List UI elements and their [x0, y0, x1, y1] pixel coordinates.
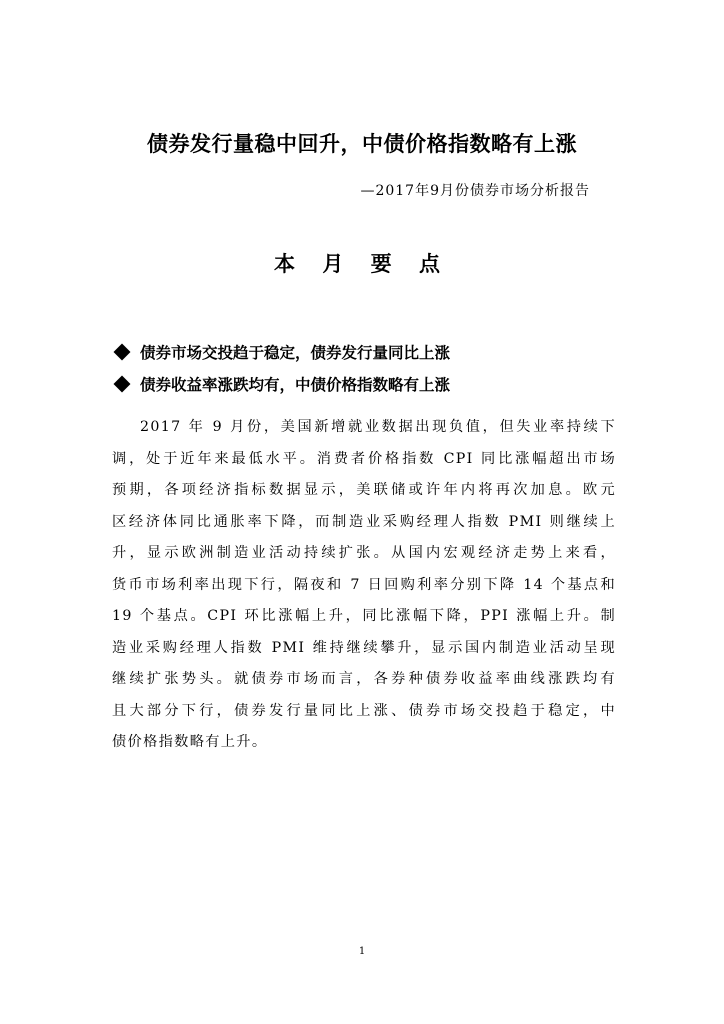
paragraph-line: 且大部分下行，债券发行量同比上涨、债券市场交投趋于稳定，中 — [112, 702, 616, 719]
paragraph-line: 升，显示欧洲制造业活动持续扩张。从国内宏观经济走势上来看， — [112, 545, 616, 561]
paragraph-line: 调，处于近年来最低水平。消费者价格指数 CPI 同比涨幅超出市场 — [112, 450, 616, 467]
highlight-item — [114, 368, 614, 400]
paragraph-line: 货币市场利率出现下行，隔夜和 7 日回购利率分别下降 14 个基点和 — [112, 576, 616, 593]
diamond-bullet-icon — [114, 344, 131, 361]
body-paragraph — [112, 412, 616, 759]
paragraph-line: 2017 年 9 月份，美国新增就业数据出现负值，但失业率持续下 — [140, 419, 616, 435]
paragraph-line: 造业采购经理人指数 PMI 维持继续攀升，显示国内制造业活动呈现 — [112, 639, 616, 656]
paragraph-line: 继续扩张势头。就债券市场而言，各券种债券收益率曲线涨跌均有 — [112, 671, 616, 687]
page-number: 1 — [358, 946, 366, 957]
section-heading: 本 月 要 点 — [274, 252, 450, 276]
paragraph-line: 预期，各项经济指标数据显示，美联储或许年内将再次加息。欧元 — [112, 482, 616, 498]
report-subtitle: —2017年9月份债券市场分析报告 — [360, 183, 590, 199]
report-title: 债券发行量稳中回升，中债价格指数略有上涨 — [147, 132, 577, 156]
highlight-text: 债券市场交投趋于稳定，债券发行量同比上涨 — [140, 344, 451, 362]
paragraph-line: 区经济体同比通胀率下降，而制造业采购经理人指数 PMI 则继续上 — [112, 513, 616, 530]
highlight-item — [114, 336, 614, 368]
paragraph-line: 19 个基点。CPI 环比涨幅上升，同比涨幅下降，PPI 涨幅上升。制 — [112, 608, 616, 624]
paragraph-line: 债价格指数略有上升。 — [112, 734, 268, 750]
diamond-bullet-icon — [114, 376, 131, 393]
highlights-list — [114, 336, 614, 400]
highlight-text: 债券收益率涨跌均有，中债价格指数略有上涨 — [140, 376, 451, 394]
